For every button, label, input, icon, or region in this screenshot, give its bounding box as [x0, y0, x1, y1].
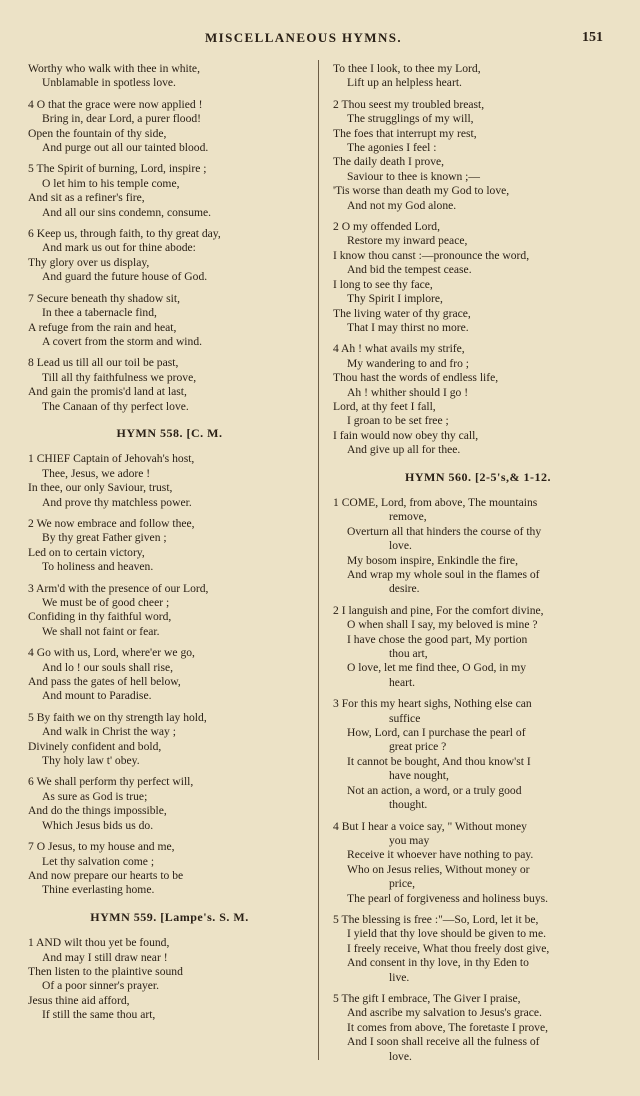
stanza: [333, 62, 623, 91]
verse-line: And not my God alone.: [347, 198, 457, 212]
verse-line: Thy glory over us display,: [28, 255, 150, 269]
verse-line: 5 The Spirit of burning, Lord, inspire ;: [28, 162, 207, 176]
verse-line: 2 Thou seest my troubled breast,: [333, 97, 485, 111]
stanza: [333, 342, 623, 457]
verse-line: In thee, our only Saviour, trust,: [28, 481, 173, 495]
stanza: [28, 292, 311, 350]
verse-line: And sit as a refiner's fire,: [28, 191, 145, 205]
verse-line: To holiness and heaven.: [42, 560, 154, 574]
column-divider: [318, 60, 319, 1060]
verse-line: you may: [389, 833, 430, 847]
verse-line: I have chose the good part, My portion: [347, 632, 528, 646]
verse-line: Till all thy faithfulness we prove,: [42, 370, 197, 384]
verse-line: By thy great Father given ;: [42, 531, 167, 545]
verse-line: I know thou canst :—pronounce the word,: [333, 248, 530, 262]
verse-line: Lord, at thy feet I fall,: [333, 399, 436, 413]
verse-line: How, Lord, can I purchase the pearl of: [347, 726, 526, 740]
verse-line: My bosom inspire, Enkindle the fire,: [347, 553, 518, 567]
verse-line: And consent in thy love, in thy Eden to: [347, 956, 529, 970]
verse-line: suffice: [389, 711, 421, 725]
verse-line: 7 O Jesus, to my house and me,: [28, 840, 175, 854]
verse-line: 'Tis worse than death my God to love,: [333, 184, 510, 198]
verse-line: Receive it whoever have nothing to pay.: [347, 848, 534, 862]
stanza: [28, 227, 311, 285]
stanza: [333, 98, 623, 213]
verse-line: Bring in, dear Lord, a purer flood!: [42, 112, 202, 126]
verse-line: My wandering to and fro ;: [347, 356, 470, 370]
stanza: [333, 820, 623, 906]
verse-line: It cannot be bought, And thou know'st I: [347, 754, 531, 768]
verse-line: And now prepare our hearts to be: [28, 868, 184, 882]
verse-line: remove,: [389, 510, 427, 524]
verse-line: A refuge from the rain and heat,: [28, 320, 177, 334]
verse-line: And lo ! our souls shall rise,: [42, 660, 174, 674]
right-column: [333, 62, 623, 1071]
verse-line: We shall not faint or fear.: [42, 624, 160, 638]
verse-line: 3 For this my heart sighs, Nothing else can: [333, 697, 532, 711]
verse-line: Then listen to the plaintive sound: [28, 964, 183, 978]
verse-line: Jesus thine aid afford,: [28, 993, 130, 1007]
verse-line: Unblamable in spotless love.: [42, 76, 176, 90]
verse-line: great price ?: [389, 740, 447, 754]
verse-line: thought.: [389, 798, 428, 812]
verse-line: 4 But I hear a voice say, " Without money: [333, 819, 527, 833]
verse-line: In thee a tabernacle find,: [42, 306, 157, 320]
hymn-title: HYMN 558. [C. M.: [116, 425, 223, 440]
verse-line: Thy Spirit I implore,: [347, 292, 443, 306]
verse-line: 4 Go with us, Lord, where'er we go,: [28, 646, 195, 660]
stanza: [333, 220, 623, 335]
verse-line: 5 The blessing is free :"—So, Lord, let it be,: [333, 912, 539, 926]
verse-line: Who on Jesus relies, Without money or: [347, 862, 530, 876]
verse-line: And purge out all our tainted blood.: [42, 141, 209, 155]
verse-line: If still the same thou art,: [42, 1008, 156, 1022]
verse-line: I yield that thy love should be given to me.: [347, 927, 546, 941]
verse-line: Led on to certain victory,: [28, 545, 145, 559]
verse-line: The living water of thy grace,: [333, 306, 471, 320]
verse-line: I groan to be set free ;: [347, 414, 449, 428]
running-title: MISCELLANEOUS HYMNS.: [205, 30, 403, 45]
verse-line: And ascribe my salvation to Jesus's grace.: [347, 1006, 542, 1020]
verse-line: 3 Arm'd with the presence of our Lord,: [28, 581, 209, 595]
verse-line: love.: [389, 1049, 412, 1063]
verse-line: And walk in Christ the way ;: [42, 725, 176, 739]
stanza: [28, 840, 311, 898]
verse-line: And guard the future house of God.: [42, 270, 208, 284]
hymn-title: HYMN 559. [Lampe's. S. M.: [90, 909, 249, 924]
verse-line: 4 O that the grace were now applied !: [28, 97, 203, 111]
verse-line: Thou hast the words of endless life,: [333, 371, 499, 385]
verse-line: A covert from the storm and wind.: [42, 334, 203, 348]
verse-line: Worthy who walk with thee in white,: [28, 62, 200, 75]
verse-line: thou art,: [389, 647, 428, 661]
stanza: [333, 913, 623, 985]
verse-line: 4 Ah ! what avails my strife,: [333, 342, 465, 356]
verse-line: live.: [389, 970, 410, 984]
stanza: [28, 517, 311, 575]
verse-line: 1 COME, Lord, from above, The mountains: [333, 495, 538, 509]
verse-line: And all our sins condemn, consume.: [42, 205, 212, 219]
verse-line: 5 By faith we on thy strength lay hold,: [28, 710, 207, 724]
verse-line: price,: [389, 877, 416, 891]
verse-line: 2 O my offended Lord,: [333, 220, 441, 234]
verse-line: 6 We shall perform thy perfect will,: [28, 775, 194, 789]
stanza: [28, 582, 311, 640]
verse-line: 8 Lead us till all our toil be past,: [28, 356, 179, 370]
verse-line: The Canaan of thy perfect love.: [42, 399, 189, 413]
verse-line: Divinely confident and bold,: [28, 739, 162, 753]
verse-line: O love, let me find thee, O God, in my: [347, 661, 527, 675]
verse-line: And wrap my whole soul in the flames of: [347, 568, 540, 581]
stanza: [28, 62, 311, 91]
verse-line: It comes from above, The foretaste I prove,: [347, 1020, 548, 1034]
verse-line: Not an action, a word, or a truly good: [347, 783, 522, 797]
verse-line: To thee I look, to thee my Lord,: [333, 62, 481, 75]
verse-line: have nought,: [389, 769, 449, 783]
verse-line: As sure as God is true;: [42, 789, 148, 803]
verse-line: And mark us out for thine abode:: [42, 241, 196, 255]
stanza: [333, 992, 623, 1064]
verse-line: The agonies I feel :: [347, 141, 437, 155]
stanza: [28, 711, 311, 769]
verse-line: And mount to Paradise.: [42, 689, 152, 703]
verse-line: I fain would now obey thy call,: [333, 428, 479, 442]
verse-line: And prove thy matchless power.: [42, 495, 192, 509]
stanza: [28, 452, 311, 510]
verse-line: desire.: [389, 582, 420, 596]
verse-line: Overturn all that hinders the course of thy: [347, 524, 542, 538]
stanza: [28, 936, 311, 1022]
verse-line: Confiding in thy faithful word,: [28, 610, 172, 624]
verse-line: The daily death I prove,: [333, 155, 445, 169]
verse-line: Lift up an helpless heart.: [347, 76, 462, 90]
verse-line: Thy holy law t' obey.: [42, 754, 140, 768]
verse-line: And bid the tempest cease.: [347, 263, 472, 277]
page-number: 151: [582, 30, 603, 45]
left-column: [28, 62, 311, 1030]
verse-line: And give up all for thee.: [347, 443, 461, 457]
verse-line: And pass the gates of hell below,: [28, 675, 181, 689]
stanza: [333, 697, 623, 812]
verse-line: That I may thirst no more.: [347, 320, 469, 334]
hymn-title: HYMN 560. [2-5's,& 1-12.: [405, 469, 551, 484]
verse-line: The strugglings of my will,: [347, 112, 474, 126]
verse-line: 5 The gift I embrace, The Giver I praise,: [333, 991, 521, 1005]
verse-line: And I soon shall receive all the fulness of: [347, 1035, 540, 1049]
verse-line: I freely receive, What thou freely dost give,: [347, 941, 550, 955]
stanza: [28, 356, 311, 414]
verse-line: I long to see thy face,: [333, 277, 433, 291]
verse-line: love.: [389, 539, 412, 553]
verse-line: Let thy salvation come ;: [42, 854, 155, 868]
verse-line: heart.: [389, 675, 416, 689]
verse-line: 7 Secure beneath thy shadow sit,: [28, 291, 180, 305]
verse-line: 2 We now embrace and follow thee,: [28, 516, 195, 530]
verse-line: Thee, Jesus, we adore !: [42, 466, 151, 480]
stanza: [28, 775, 311, 833]
verse-line: The foes that interrupt my rest,: [333, 126, 477, 140]
verse-line: Saviour to thee is known ;—: [347, 169, 480, 183]
verse-line: 1 AND wilt thou yet be found,: [28, 936, 170, 950]
verse-line: Of a poor sinner's prayer.: [42, 979, 160, 993]
stanza: [333, 604, 623, 690]
stanza: [28, 646, 311, 704]
verse-line: And may I still draw near !: [42, 950, 168, 964]
verse-line: Thine everlasting home.: [42, 883, 155, 897]
verse-line: And do the things impossible,: [28, 804, 167, 818]
stanza: [333, 496, 623, 597]
verse-line: 1 CHIEF Captain of Jehovah's host,: [28, 452, 195, 466]
stanza: [28, 162, 311, 220]
verse-line: And gain the promis'd land at last,: [28, 385, 187, 399]
verse-line: Open the fountain of thy side,: [28, 126, 167, 140]
verse-line: O let him to his temple come,: [42, 176, 180, 190]
page-header: [0, 30, 640, 52]
verse-line: O when shall I say, my beloved is mine ?: [347, 618, 538, 632]
verse-line: We must be of good cheer ;: [42, 596, 170, 609]
stanza: [28, 98, 311, 156]
verse-line: Restore my inward peace,: [347, 234, 468, 248]
verse-line: The pearl of forgiveness and holiness buys.: [347, 891, 549, 905]
verse-line: Which Jesus bids us do.: [42, 818, 154, 832]
verse-line: Ah ! whither should I go !: [347, 385, 469, 399]
verse-line: 2 I languish and pine, For the comfort divine,: [333, 603, 544, 617]
verse-line: 6 Keep us, through faith, to thy great day,: [28, 227, 221, 241]
